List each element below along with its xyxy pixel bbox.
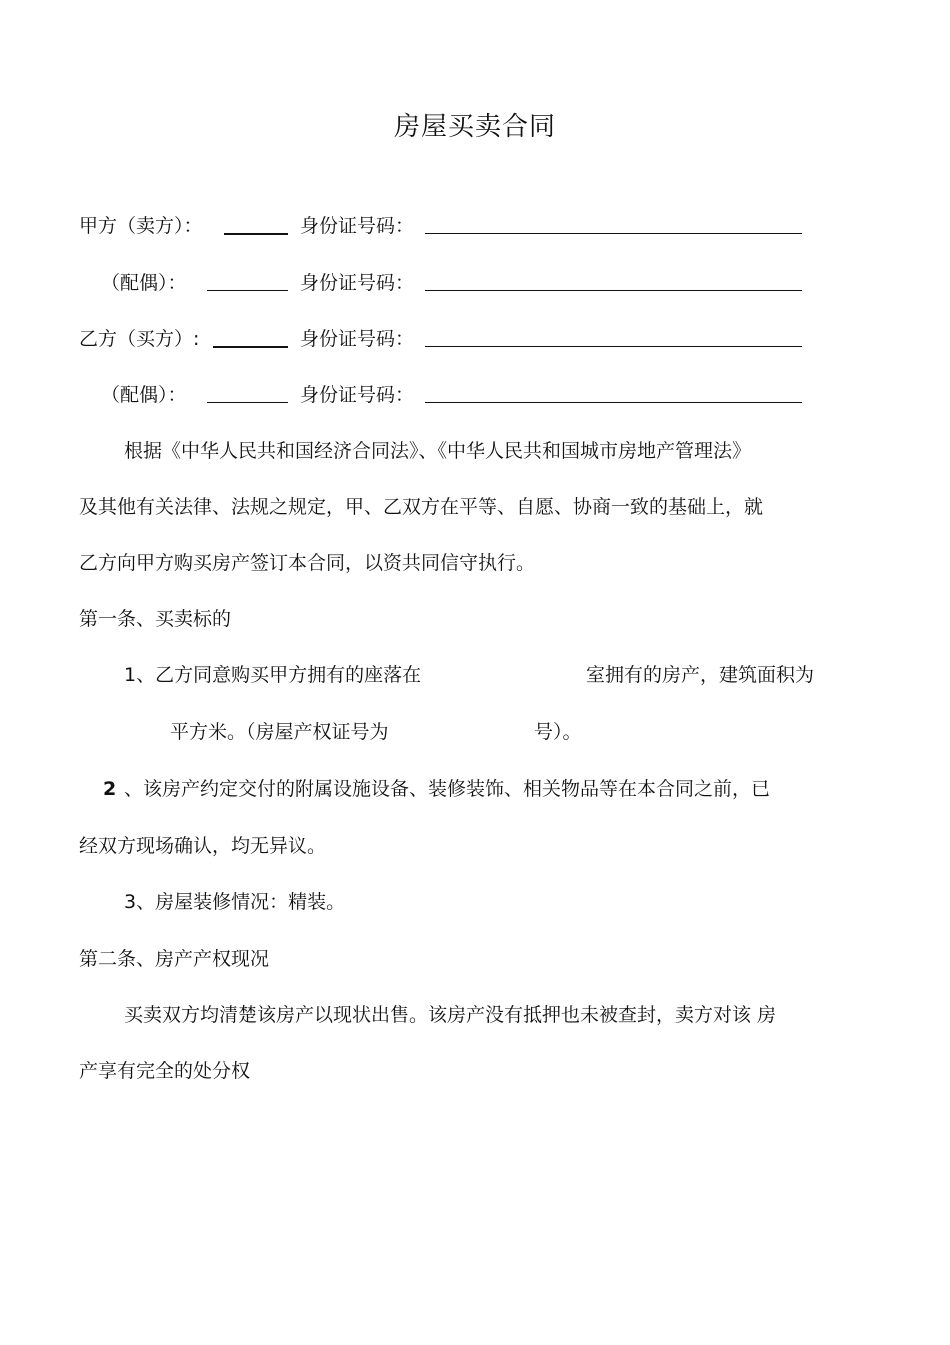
buyer-spouse-id-label: 身份证号码：	[300, 384, 415, 406]
buyer-name-blank	[213, 346, 288, 348]
buyer-id-label: 身份证号码：	[300, 328, 415, 350]
buyer-id-blank	[425, 346, 802, 347]
buyer-spouse-label: （配偶）：	[101, 384, 187, 406]
article-1-item-3-text: 3、房屋装修情况：精装。	[124, 891, 346, 913]
article-1-item-1-middle: 室拥有的房产，建筑面积为	[586, 664, 815, 686]
article-1-item-1-area-text: 平方米。（房屋产权证号为	[170, 721, 389, 743]
buyer-spouse-id-blank	[425, 402, 802, 403]
article-1-item-2-text-2: 经双方现场确认，均无异议。	[79, 835, 327, 857]
preamble-text-2: 及其他有关法律、法规之规定，甲、乙双方在平等、自愿、协商一致的基础上，就	[79, 496, 764, 518]
article-1-item-1-cert-end: 号）。	[534, 721, 582, 743]
article-1-heading: 第一条、买卖标的	[79, 608, 232, 630]
seller-spouse-name-blank	[207, 290, 288, 291]
preamble-text-1: 根据《中华人民共和国经济合同法》、《中华人民共和国城市房地产管理法》	[124, 440, 752, 462]
buyer-label: 乙方（买方）:	[79, 328, 200, 350]
seller-id-blank	[425, 233, 802, 234]
article-1-item-1-prefix: 1、乙方同意购买甲方拥有的座落在	[124, 664, 422, 686]
document-title: 房屋买卖合同	[393, 112, 556, 142]
article-2-para-text-1: 买卖双方均清楚该房产以现状出售。该房产没有抵押也未被查封，卖方对该 房	[124, 1004, 777, 1026]
seller-label: 甲方（卖方）：	[79, 215, 203, 237]
article-1-item-2-number: 2	[103, 778, 117, 800]
seller-spouse-label: （配偶）：	[101, 272, 187, 294]
buyer-spouse-name-blank	[207, 402, 288, 403]
seller-name-blank	[224, 233, 288, 235]
seller-spouse-id-label: 身份证号码：	[300, 272, 415, 294]
article-2-para-text-2: 产享有完全的处分权	[79, 1060, 251, 1082]
seller-id-label: 身份证号码：	[300, 215, 415, 237]
article-1-item-2-text-1: 、该房产约定交付的附属设施设备、装修装饰、相关物品等在本合同之前，已	[124, 778, 771, 800]
preamble-text-3: 乙方向甲方购买房产签订本合同，以资共同信守执行。	[79, 552, 536, 574]
article-2-heading: 第二条、房产产权现况	[79, 948, 270, 970]
seller-spouse-id-blank	[425, 290, 802, 291]
